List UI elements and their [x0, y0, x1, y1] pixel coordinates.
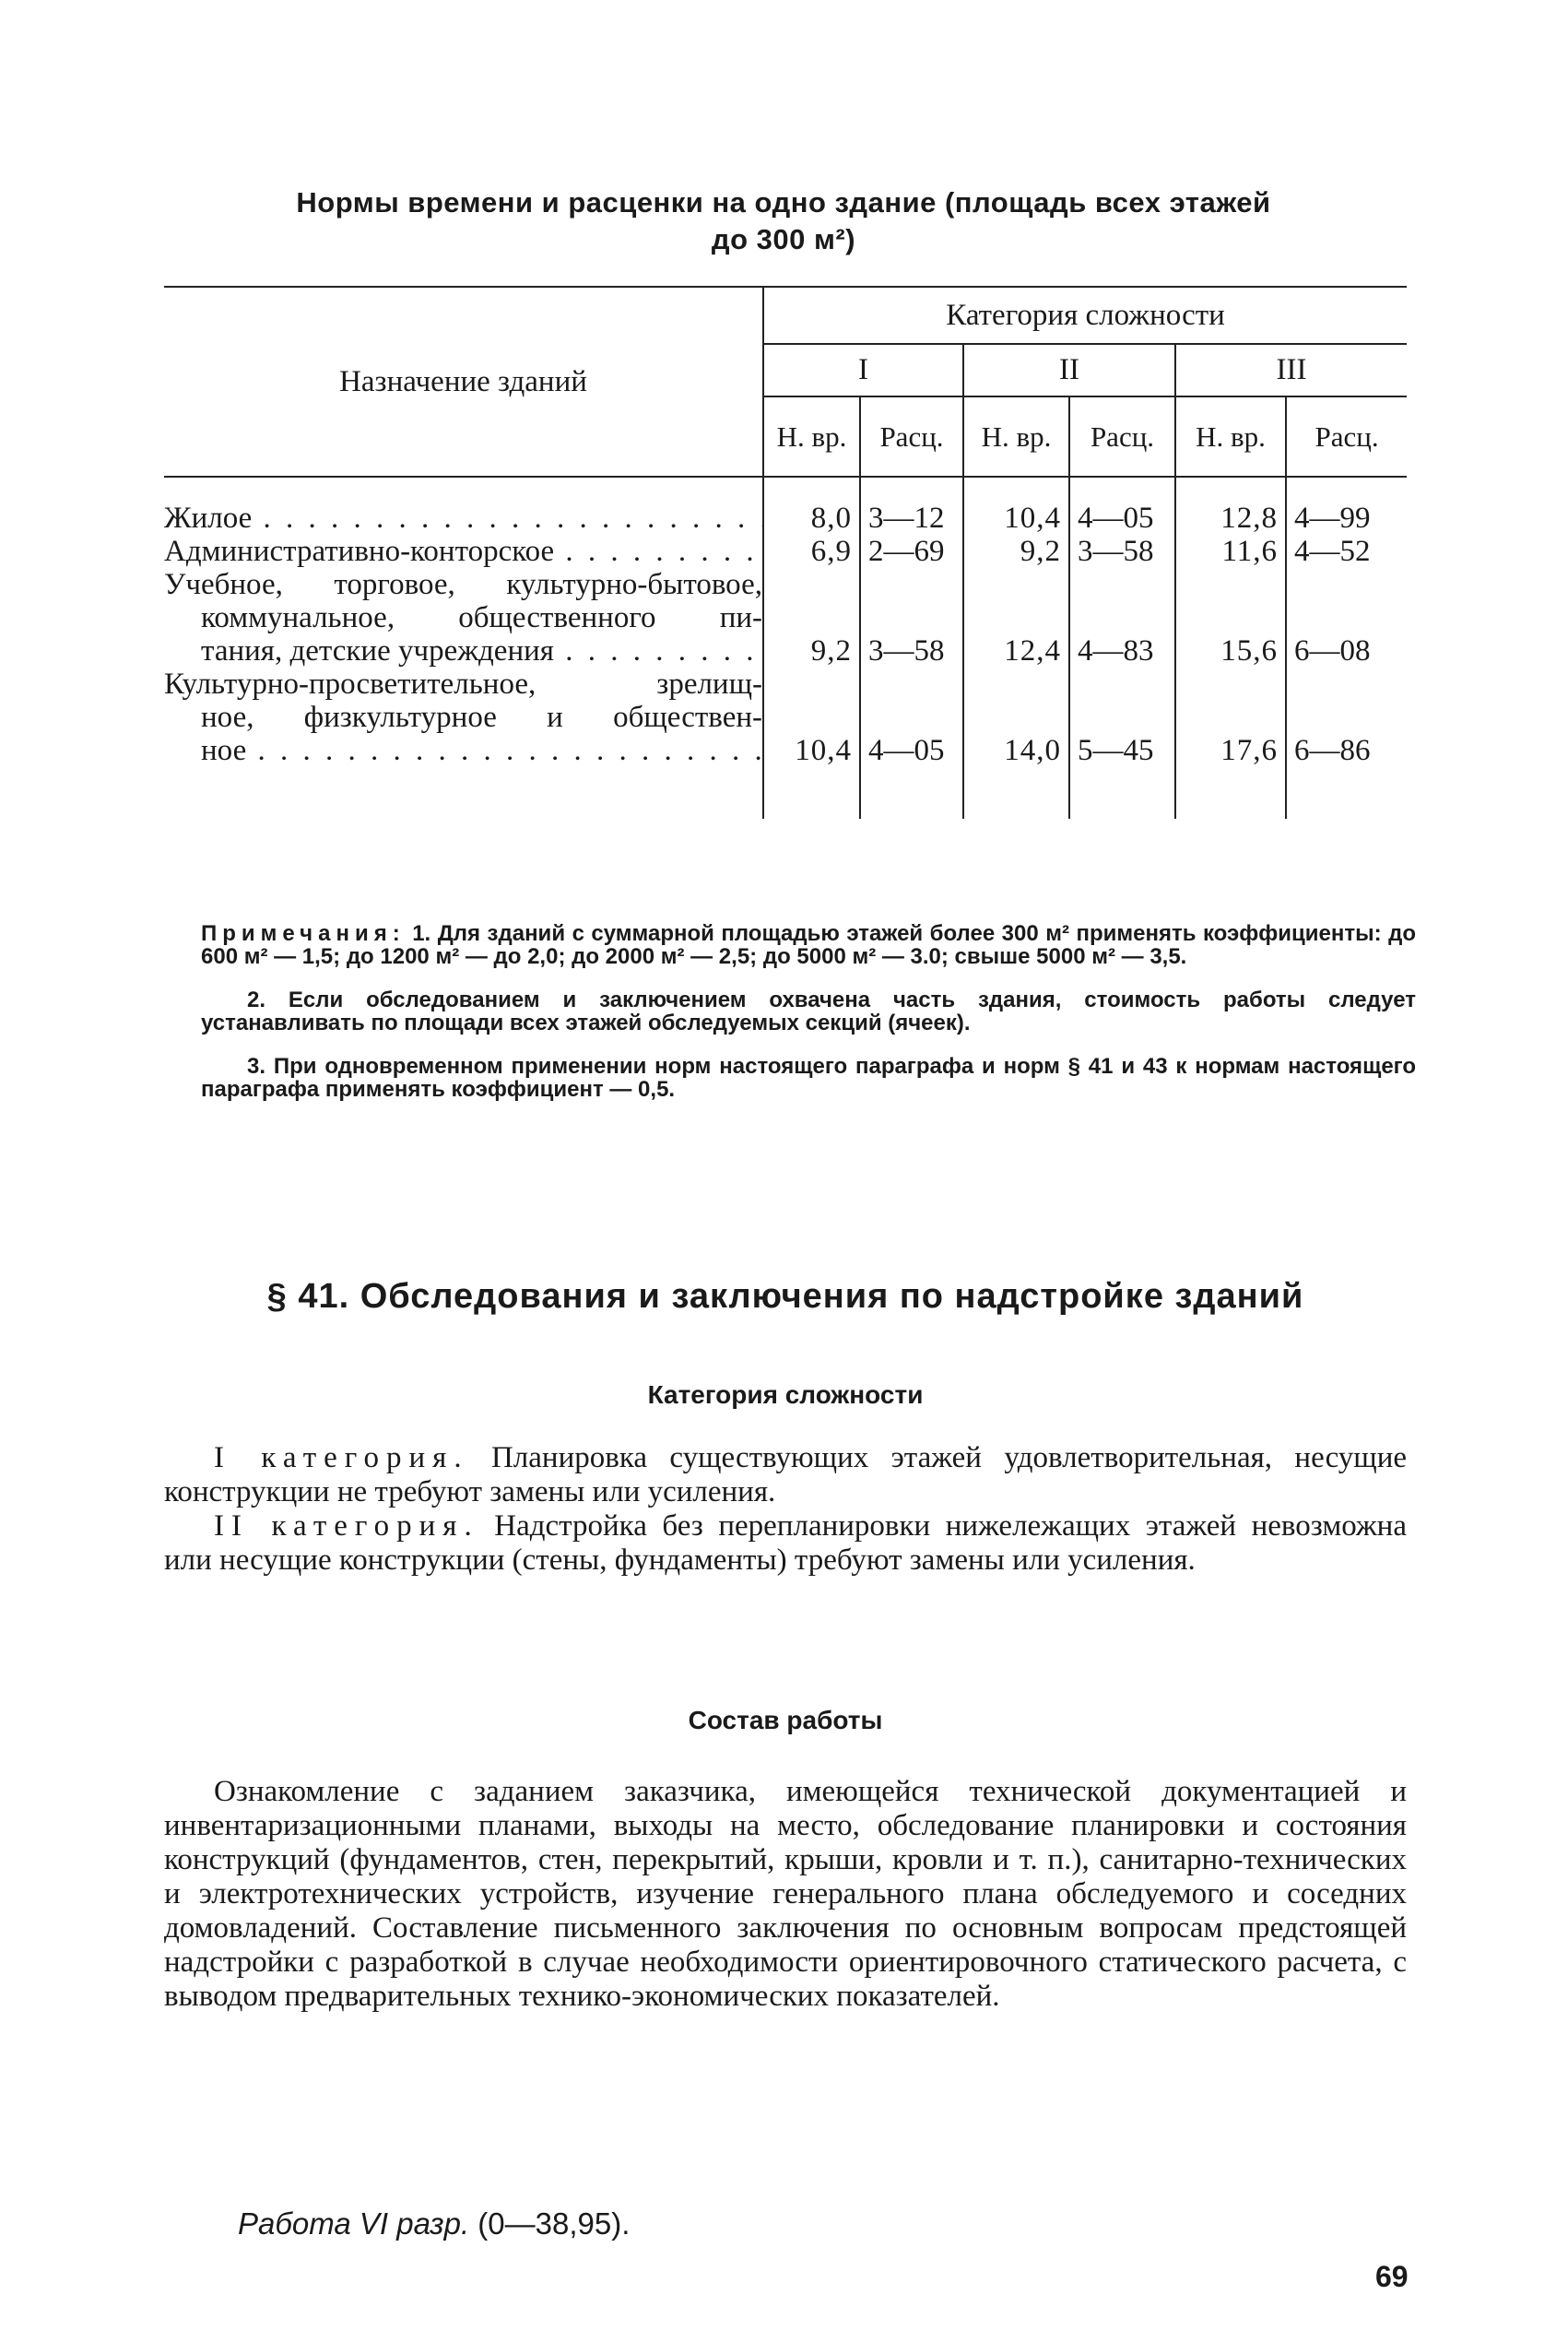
row-name: Учебное, торговое, культурно-бытовое, коммунальное, общественного пи- тания, детские учреждения . . .: [164, 568, 763, 668]
time-norm-cat2: 10,4: [963, 502, 1069, 535]
time-norm-cat3: 12,8: [1175, 502, 1286, 535]
note-2: 2. Если обследованием и заключением охвачена часть здания, стоимость работы следует устанавливать по площади всех этажей обследуемых секций (ячеек).: [201, 988, 1416, 1035]
table-title-line1: Нормы времени и расценки на одно здание (площадь всех этажей: [296, 186, 1271, 219]
table-title-line2: до 300 м²): [711, 223, 856, 255]
table-title: [212, 184, 1355, 258]
time-norm-cat1: 9,2: [763, 568, 860, 668]
time-norm-cat3: 11,6: [1175, 535, 1286, 568]
category-heading: Категория сложности: [647, 1380, 924, 1409]
row-name: Культурно-просветительное, зрелищ- ное, физкультурное и обществен- ное . . .: [164, 668, 763, 767]
rate-cat3: 4—99: [1286, 502, 1407, 535]
header-rate: Расц.: [1069, 396, 1175, 477]
header-rate: Расц.: [1286, 396, 1407, 477]
time-norm-cat3: 17,6: [1175, 668, 1286, 767]
rate-cat2: 5—45: [1069, 668, 1175, 767]
work-heading: Состав работы: [688, 1706, 883, 1734]
header-time-norm: Н. вр.: [963, 396, 1069, 477]
time-norm-cat2: 14,0: [963, 668, 1069, 767]
header-category-3: III: [1175, 344, 1407, 396]
header-category-2: II: [963, 344, 1175, 396]
page-number: 69: [1375, 2260, 1409, 2293]
header-complexity-category: Категория сложности: [763, 287, 1407, 344]
header-time-norm: Н. вр.: [1175, 396, 1286, 477]
rate-cat2: 4—05: [1069, 502, 1175, 535]
category-1-paragraph: I категория. Планировка существующих этажей удовлетворительная, несущие конструкции не требуют замены или усиления.: [164, 1441, 1407, 1508]
table-row: [164, 568, 1407, 668]
table-row: [164, 502, 1407, 535]
category-descriptions: [164, 1441, 1407, 1578]
note-1: Примечания: 1. Для зданий с суммарной площадью этажей более 300 м² применять коэффициенты: до 600 м² — 1,5; до 1200 м² — до 2,0; до 2000 м² — 2,5; до 5000 м² — 3.0; свыше 5000 м² — 3,5.: [201, 921, 1416, 969]
row-name: Жилое . . .: [164, 502, 763, 535]
rate-cat2: 4—83: [1069, 568, 1175, 668]
rate-cat3: 6—08: [1286, 568, 1407, 668]
rate-cat3: 6—86: [1286, 668, 1407, 767]
time-norm-cat3: 15,6: [1175, 568, 1286, 668]
header-rate: Расц.: [860, 396, 963, 477]
rate-cat2: 3—58: [1069, 535, 1175, 568]
time-norm-cat2: 9,2: [963, 535, 1069, 568]
rate-cat1: 2—69: [860, 535, 963, 568]
rate-cat1: 3—12: [860, 502, 963, 535]
section-title: § 41. Обследования и заключения по надстройке зданий: [266, 1277, 1304, 1316]
table-row: [164, 668, 1407, 767]
note-3: 3. При одновременном применении норм настоящего параграфа и норм § 41 и 43 к нормам настоящего параграфа применять коэффициент — 0,5.: [201, 1054, 1416, 1102]
header-category-1: I: [763, 344, 963, 396]
rate-cat1: 3—58: [860, 568, 963, 668]
row-name: Административно-конторское . . .: [164, 535, 763, 568]
time-norm-cat1: 10,4: [763, 668, 860, 767]
table-row: [164, 535, 1407, 568]
rate-cat3: 4—52: [1286, 535, 1407, 568]
header-time-norm: Н. вр.: [763, 396, 860, 477]
norms-table: [164, 286, 1407, 819]
time-norm-cat1: 6,9: [763, 535, 860, 568]
header-building-purpose: Назначение зданий: [164, 287, 763, 477]
time-norm-cat1: 8,0: [763, 502, 860, 535]
rate-cat1: 4—05: [860, 668, 963, 767]
category-2-paragraph: II категория. Надстройка без перепланировки нижележащих этажей невозможна или несущие конструкции (стены, фундаменты) требуют замены или усиления.: [164, 1509, 1407, 1577]
work-description: Ознакомление с заданием заказчика, имеющейся технической документацией и инвентаризационными планами, выходы на место, обследование планировки и состояния конструкций (фундаментов, стен, перекрытий, крыши, кровли и т. п.), санитарно-технических и электротехнических устройств, изучение генерального плана обследуемого и соседних домовладений. Составление письменного заключения по основным вопросам предстоящей надстройки с разработкой в случае необходимости ориентировочного статического расчета, с выводом предварительных технико-экономических показателей.: [164, 1775, 1407, 2013]
work-grade: Работа VI разр. (0—38,95).: [238, 2206, 631, 2241]
time-norm-cat2: 12,4: [963, 568, 1069, 668]
notes-label: Примечания:: [201, 921, 406, 946]
table-notes: [201, 922, 1416, 1121]
